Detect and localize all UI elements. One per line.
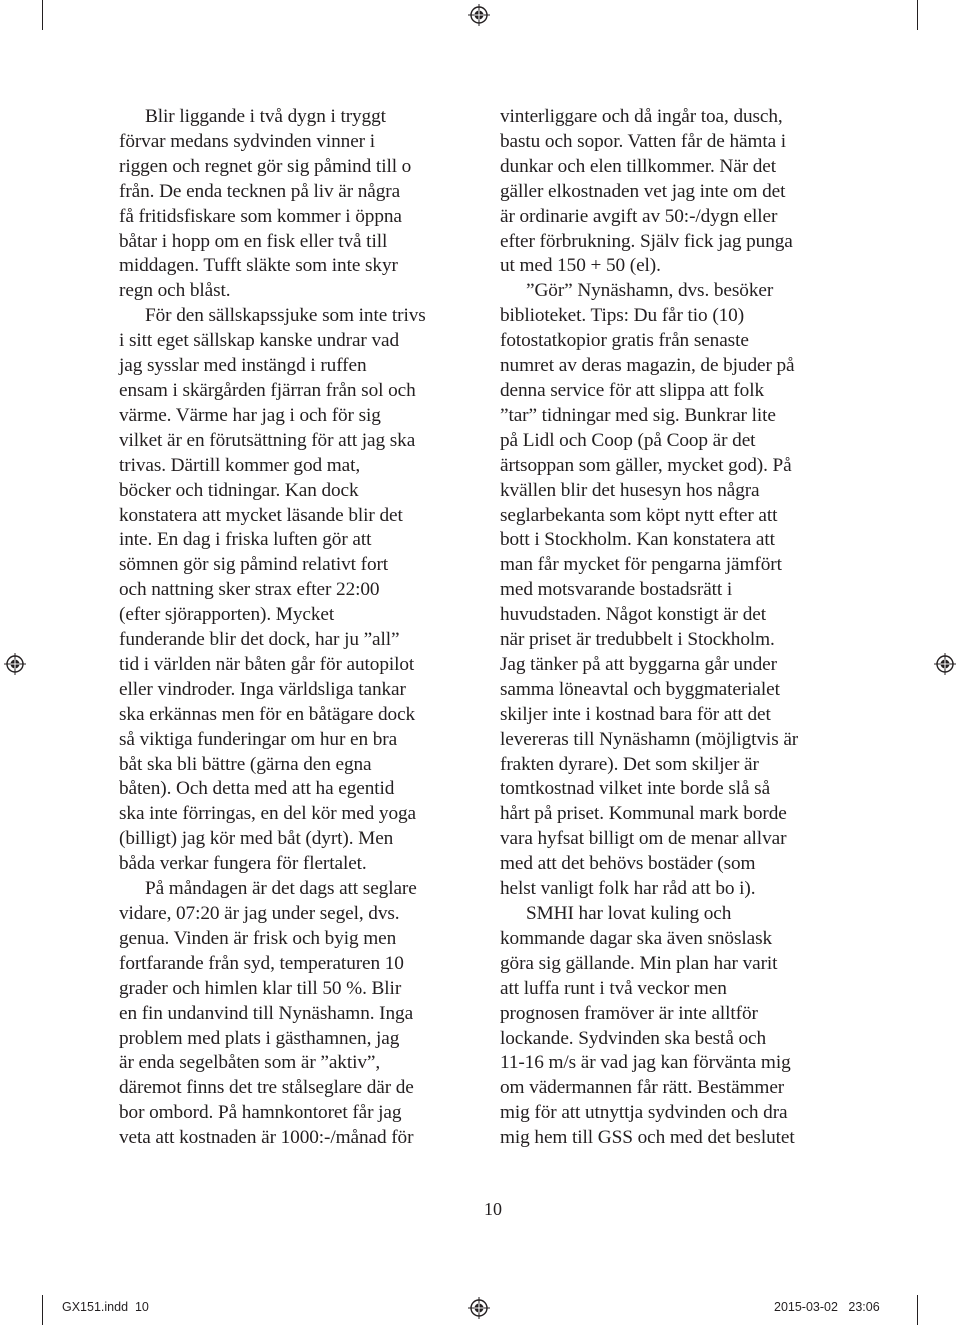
text-line: problem med plats i gästhamnen, jag	[119, 1027, 400, 1049]
text-line: däremot finns det tre stålseglare där de	[119, 1077, 414, 1099]
text-line: frakten dyrare). Det som skiljer är	[500, 753, 759, 775]
text-line: båt ska bli bättre (gärna den egna	[119, 753, 372, 775]
text-line: på Lidl och Coop (på Coop är det	[500, 429, 756, 451]
text-line: bott i Stockholm. Kan konstatera att	[500, 529, 775, 551]
text-line: vara hyfsat billigt om de menar allvar	[500, 828, 787, 850]
text-line: regn och blåst.	[119, 280, 231, 302]
text-line: numret av deras magazin, de bjuder på	[500, 355, 795, 377]
paragraph	[119, 877, 489, 1151]
slug-date: 2015-03-02	[774, 1300, 838, 1314]
slug-time: 23:06	[848, 1300, 880, 1314]
text-line: få fritidsfiskare som kommer i öppna	[119, 205, 402, 227]
paragraph	[500, 105, 870, 279]
registration-mark-left-icon	[4, 653, 26, 675]
text-line: mig hem till GSS och med det beslutet	[500, 1127, 795, 1149]
crop-mark-top-left	[42, 0, 43, 30]
text-line: fortfarande från syd, temperaturen 10	[119, 952, 404, 974]
text-line: är enda segelbåten som är ”aktiv”,	[119, 1052, 381, 1074]
text-line: vidare, 07:20 är jag under segel, dvs.	[119, 903, 400, 924]
text-line: (efter sjörapporten). Mycket	[119, 604, 335, 626]
text-line: gäller elkostnaden vet jag inte om det	[500, 180, 786, 202]
slug-page: 10	[134, 1300, 149, 1314]
text-line: trivas. Därtill kommer god mat,	[119, 454, 361, 476]
registration-mark-right-icon	[934, 653, 956, 675]
text-line: inte. En dag i friska luften gör att	[119, 529, 372, 551]
text-line: genua. Vinden är frisk och byig men	[119, 927, 397, 949]
text-line: sömnen gör sig påmind relativt fort	[119, 554, 389, 576]
text-line: funderande blir det dock, har ju ”all”	[119, 629, 400, 651]
text-line: riggen och regnet gör sig påmind till o	[119, 155, 412, 177]
text-line: man får mycket för pengarna jämfört	[500, 554, 782, 576]
text-line: efter förbrukning. Själv fick jag punga	[500, 230, 793, 252]
text-line: biblioteket. Tips: Du får tio (10)	[500, 305, 745, 327]
registration-mark-top-icon	[468, 4, 490, 26]
text-line: ska inte förringas, en del kör med yoga	[119, 803, 417, 825]
text-line: dunkar och elen tillkommer. När det	[500, 155, 776, 177]
text-line: seglarbekanta som köpt nytt efter att	[500, 504, 778, 526]
text-line: lockande. Sydvinden ska bestå och	[500, 1027, 767, 1049]
text-line: hårt på priset. Kommunal mark borde	[500, 803, 787, 825]
text-line: med motsvarande bostadsrätt i	[500, 579, 733, 601]
text-line: (billigt) jag kör med båt (dyrt). Men	[119, 828, 394, 850]
paragraph	[500, 902, 870, 1151]
text-line: På måndagen är det dags att seglare	[145, 878, 417, 900]
text-line: 11-16 m/s är vad jag kan förvänta mig	[500, 1052, 791, 1074]
text-line: en fin undanvind till Nynäshamn. Inga	[119, 1002, 414, 1024]
text-line: middagen. Tufft släkte som inte skyr	[119, 255, 398, 277]
text-line: ”Gör” Nynäshamn, dvs. besöker	[526, 280, 774, 302]
crop-mark-bottom-right	[917, 1295, 918, 1325]
text-line: ensam i skärgården fjärran från sol och	[119, 379, 416, 401]
text-line: om vädermannen får rätt. Bestämmer	[500, 1077, 785, 1099]
text-line: ”tar” tidningar med sig. Bunkrar lite	[500, 404, 776, 426]
text-line: kvällen blir det husesyn hos några	[500, 479, 760, 501]
text-line: med att det behövs bostäder (som	[500, 853, 756, 875]
text-line: prognosen framöver är inte alltför	[500, 1002, 758, 1024]
text-line: ska erkännas men för en båtägare dock	[119, 703, 416, 725]
text-line: båtar i hopp om en fisk eller två till	[119, 230, 388, 252]
text-line: göra sig gällande. Min plan har varit	[500, 952, 778, 974]
paragraph	[119, 105, 489, 304]
text-line: bor ombord. På hamnkontoret får jag	[119, 1102, 402, 1124]
crop-mark-bottom-left	[42, 1295, 43, 1325]
paragraph	[500, 279, 870, 902]
text-line: tid i världen när båten går för autopilot	[119, 653, 415, 675]
text-line: båten). Och detta med att ha egentid	[119, 778, 395, 800]
text-line: när priset är tredubbelt i Stockholm.	[500, 629, 775, 651]
text-line: veta att kostnaden är 1000:-/månad för	[119, 1127, 414, 1149]
text-line: huvudstaden. Något konstigt är det	[500, 604, 766, 626]
text-line: skiljer inte i kostnad bara för att det	[500, 703, 771, 725]
text-line: konstatera att mycket läsande blir det	[119, 504, 403, 526]
text-line: För den sällskapssjuke som inte trivs	[145, 305, 426, 327]
text-line: Blir liggande i två dygn i tryggt	[145, 106, 386, 127]
text-line: i sitt eget sällskap kanske undrar vad	[119, 330, 399, 352]
slug-timestamp	[774, 1300, 880, 1314]
text-line: värme. Värme har jag i och för sig	[119, 404, 381, 426]
text-line: båda verkar fungera för flertalet.	[119, 853, 367, 875]
text-line: Jag tänker på att byggarna går under	[500, 653, 777, 675]
text-line: grader och himlen klar till 50 %. Blir	[119, 977, 402, 999]
page-number: 10	[484, 1199, 502, 1219]
text-line: fotostatkopior gratis från senaste	[500, 330, 749, 352]
text-line: helst vanligt folk har råd att bo i).	[500, 878, 756, 900]
registration-mark-bottom-icon	[468, 1297, 490, 1319]
text-line: böcker och tidningar. Kan dock	[119, 479, 359, 501]
text-line: levereras till Nynäshamn (möjligtvis är	[500, 728, 799, 750]
right-text-column	[500, 105, 870, 1151]
paragraph	[119, 304, 489, 877]
text-line: vinterliggare och då ingår toa, dusch,	[500, 106, 783, 127]
text-line: denna service för att slippa att folk	[500, 379, 764, 401]
text-line: att luffa runt i två veckor men	[500, 977, 727, 999]
text-line: så viktiga funderingar om hur en bra	[119, 728, 398, 750]
left-text-column	[119, 105, 489, 1151]
text-line: från. De enda tecknen på liv är några	[119, 180, 401, 202]
text-line: ärtsoppan som gäller, mycket god). På	[500, 454, 792, 476]
slug-file	[62, 1300, 149, 1314]
text-line: bastu och sopor. Vatten får de hämta i	[500, 130, 787, 152]
crop-mark-top-right	[917, 0, 918, 30]
text-line: är ordinarie avgift av 50:-/dygn eller	[500, 205, 778, 227]
text-line: tomtkostnad vilket inte borde slå så	[500, 778, 771, 800]
text-line: och nattning sker strax efter 22:00	[119, 579, 380, 601]
text-line: samma löneavtal och byggmaterialet	[500, 678, 780, 700]
text-line: SMHI har lovat kuling och	[526, 903, 732, 924]
text-line: ut med 150 + 50 (el).	[500, 255, 661, 277]
text-line: kommande dagar ska även snöslask	[500, 927, 773, 949]
text-line: eller vindroder. Inga världsliga tankar	[119, 678, 406, 700]
text-line: vilket är en förutsättning för att jag ska	[119, 429, 416, 451]
text-line: förvar medans sydvinden vinner i	[119, 130, 375, 152]
text-line: mig för att utnyttja sydvinden och dra	[500, 1102, 788, 1124]
text-line: jag sysslar med instängd i ruffen	[119, 355, 367, 377]
slug-filename: GX151.indd	[62, 1300, 129, 1314]
